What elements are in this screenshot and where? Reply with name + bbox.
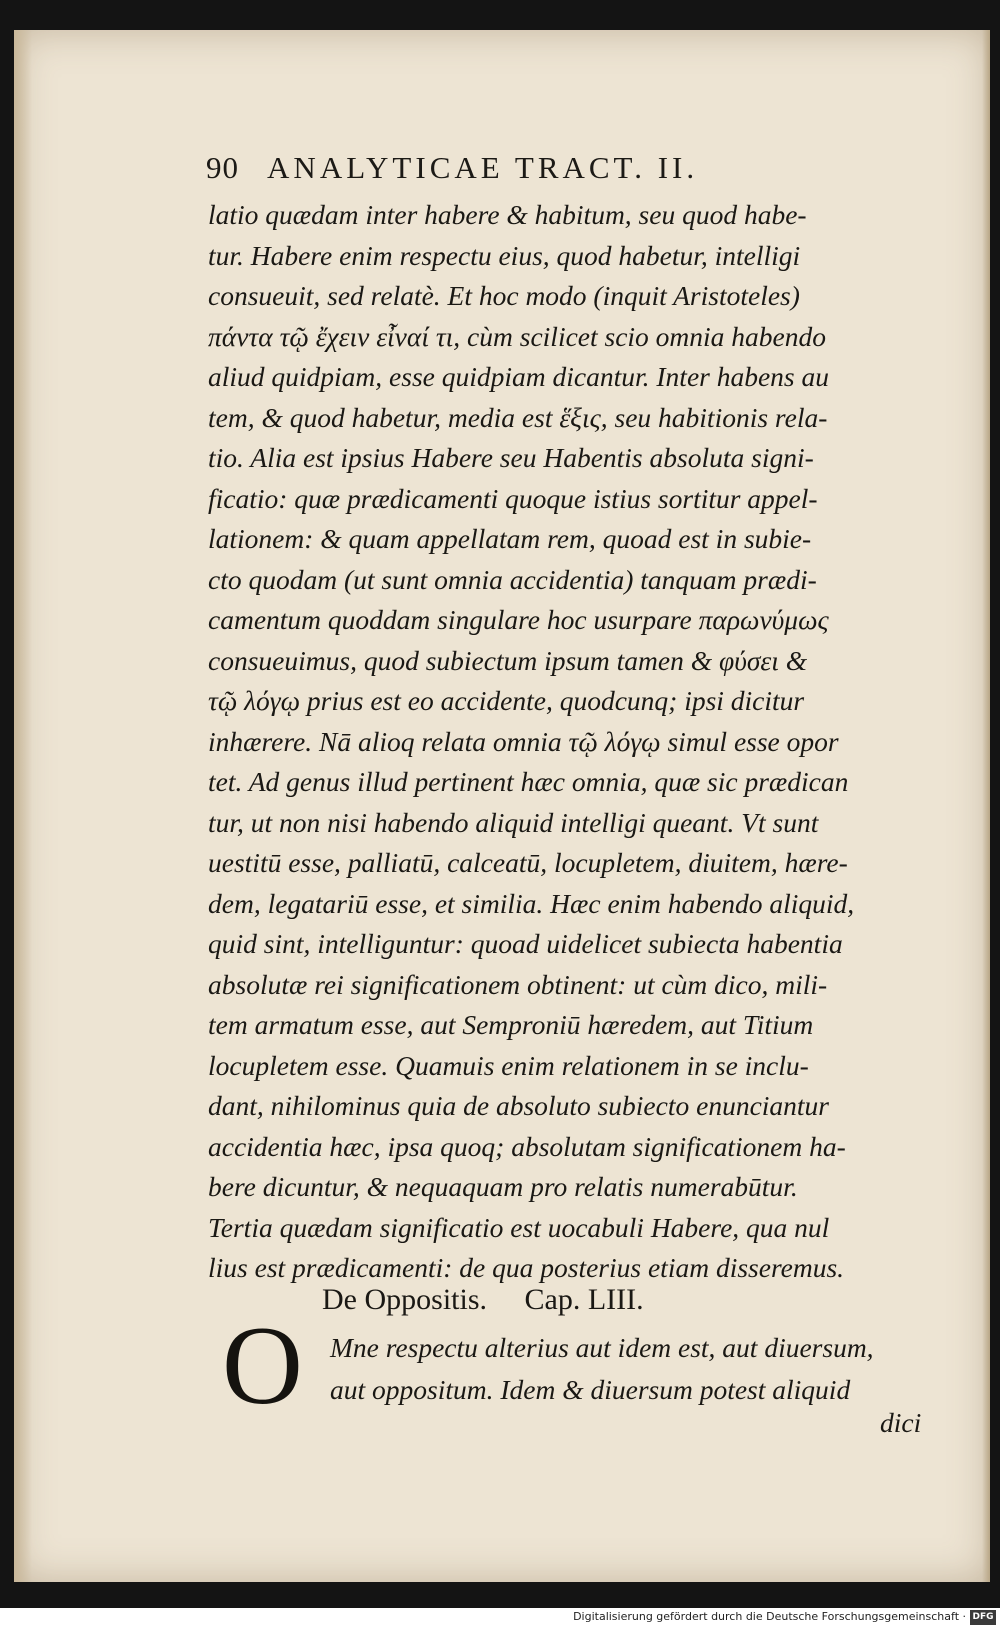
running-head — [206, 150, 906, 186]
text-line: quid sint, intelliguntur: quoad uidelicet subiecta habentia — [208, 928, 843, 959]
chapter-heading — [322, 1283, 644, 1317]
footer-credit: Digitalisierung gefördert durch die Deutsche Forschungsgemeinschaft · — [573, 1610, 966, 1623]
text-line: tem, & quod habetur, media est ἕξις, seu habitionis rela- — [208, 401, 828, 433]
text-line: uestitū esse, palliatū, calceatū, locupletem, diuitem, hære- — [208, 847, 848, 878]
text-line: dem, legatariū esse, et similia. Hæc enim habendo aliquid, — [208, 887, 855, 919]
page-number: 90 — [206, 150, 239, 185]
text-line: Mne respectu alterius aut idem est, aut diuersum, — [330, 1332, 874, 1363]
running-title: ANALYTICAE TRACT. II. — [267, 150, 699, 185]
text-line: accidentia hæc, ipsa quoq; absolutam significationem ha- — [208, 1130, 846, 1162]
text-line: aut oppositum. Idem & diuersum potest aliquid — [330, 1374, 851, 1405]
text-line: absolutæ rei significationem obtinent: ut cùm dico, mili- — [208, 968, 828, 1000]
text-line: πάντα τῷ ἔχειν εἶναί τι, cùm scilicet scio omnia habendo — [208, 320, 827, 352]
text-line: cto quodam (ut sunt omnia accidentia) tanquam prædi- — [208, 563, 817, 595]
page-edge — [982, 30, 990, 1582]
catchword: dici — [880, 1407, 922, 1438]
text-line: tio. Alia est ipsius Habere seu Habentis absoluta signi- — [208, 442, 814, 473]
drop-capital: O — [222, 1304, 303, 1428]
chapter-number: Cap. LIII. — [524, 1283, 644, 1316]
text-line: tem armatum esse, aut Semproniū hæredem, aut Titium — [208, 1009, 814, 1040]
chapter-title: De Oppositis. — [322, 1283, 487, 1316]
text-line: tur, ut non nisi habendo aliquid intelligi queant. Vt sunt — [208, 806, 819, 838]
text-line: consueuit, sed relatè. Et hoc modo (inquit Aristoteles) — [208, 280, 800, 311]
gutter-shadow — [14, 30, 32, 1582]
body-text — [208, 195, 928, 1289]
text-line: τῷ λόγῳ prius est eo accidente, quodcunq; ipsi dicitur — [208, 685, 805, 716]
dfg-logo: DFG — [970, 1610, 996, 1625]
text-line: aliud quidpiam, esse quidpiam dicantur. Inter habens au — [208, 361, 830, 392]
text-line: tur. Habere enim respectu eius, quod habetur, intelligi — [208, 239, 801, 271]
text-line: lius est prædicamenti: de qua posterius etiam disseremus. — [208, 1252, 845, 1283]
text-line: bere dicuntur, & nequaquam pro relatis numerabūtur. — [208, 1171, 798, 1202]
text-line: locupletem esse. Quamuis enim relationem in se inclu- — [208, 1049, 809, 1081]
text-line: dant, nihilominus quia de absoluto subiecto enunciantur — [208, 1090, 830, 1121]
text-line: tet. Ad genus illud pertinent hæc omnia, quæ sic prædican — [208, 766, 849, 797]
text-line: lationem: & quam appellatam rem, quoad est in subie- — [208, 523, 812, 554]
text-line: ficatio: quæ prædicamenti quoque istius sortitur appel- — [208, 482, 818, 514]
text-line: inhærere. Nā alioq relata omnia τῷ λόγῳ simul esse opor — [208, 725, 839, 757]
text-line: Tertia quædam significatio est uocabuli Habere, qua nul — [208, 1211, 830, 1243]
digitization-footer — [0, 1608, 1000, 1628]
text-line: consueuimus, quod subiectum ipsum tamen & φύσει & — [208, 644, 808, 676]
text-line: camentum quoddam singulare hoc usurpare παρωνύμως — [208, 604, 829, 635]
chapter-text — [330, 1327, 930, 1411]
text-line: latio quædam inter habere & habitum, seu quod habe- — [208, 199, 807, 230]
